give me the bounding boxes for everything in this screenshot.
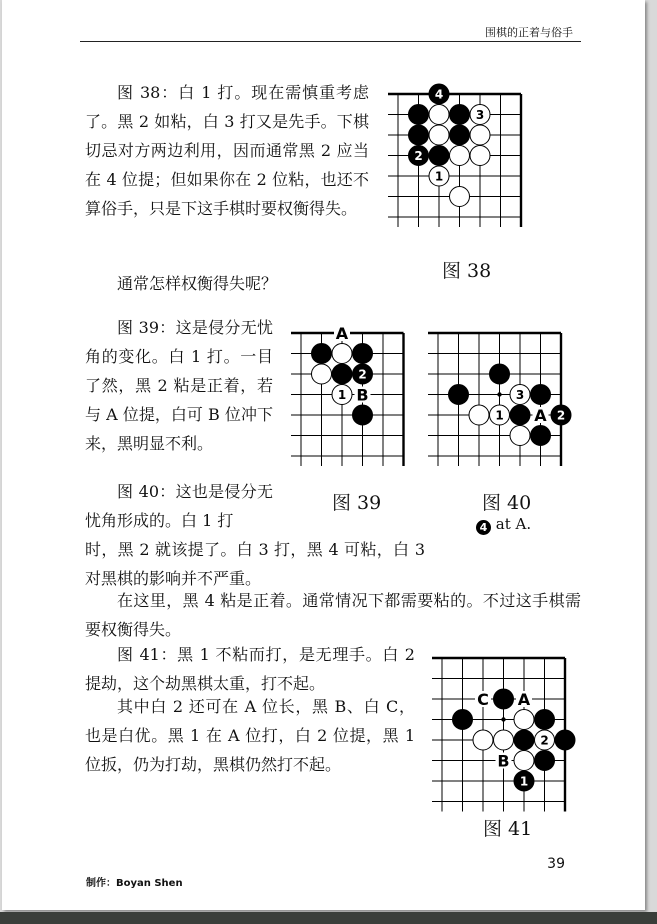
black-stone [429, 146, 449, 166]
black-stone [555, 730, 575, 750]
stone-number-2: 2 [358, 367, 367, 382]
white-stone [473, 730, 493, 750]
go-diagram-fig41 [432, 648, 592, 818]
white-stone [450, 146, 470, 166]
stone-number-2: 2 [414, 149, 423, 163]
white-stone [450, 187, 470, 207]
black-stone [535, 751, 555, 771]
white-stone [332, 344, 352, 364]
stone-number-1: 1 [434, 169, 444, 184]
stone-number-3: 3 [515, 388, 525, 402]
paragraph-fig40-note: 在这里，黑 4 粘是正着。通常情况下都需要粘的。不过这手棋需要权衡得失。 [85, 591, 581, 639]
stone-number-2: 2 [540, 733, 549, 748]
black-stone [409, 105, 429, 125]
go-diagram-fig38 [388, 84, 528, 254]
white-stone [312, 364, 332, 384]
caption-fig40: 图 40 [482, 492, 532, 514]
black-stone [450, 105, 470, 125]
running-title: 围棋的正着与俗手 [485, 26, 573, 39]
white-stone [514, 710, 534, 730]
position-mark-B: B [497, 751, 510, 771]
black-stone [531, 426, 551, 446]
position-mark-C: C [477, 690, 489, 709]
paragraph-fig41: 图 41：黑 1 不粘而打，是无理手。白 2 提劫，这个劫黑棋太重，打不起。 [85, 645, 415, 693]
stone-number-4: 4 [434, 87, 444, 102]
black-stone [535, 710, 555, 730]
caption-fig40-note [476, 515, 531, 535]
black-stone [409, 125, 429, 145]
black-stone [490, 364, 510, 384]
position-mark-A: A [335, 324, 349, 343]
credit-line: 制作：Boyan Shen [86, 878, 183, 889]
caption-fig40-note-text: at A. [495, 515, 532, 533]
white-stone [514, 751, 534, 771]
paragraph-fig40-end: 时，黑 2 就该提了。白 3 打，黑 4 可粘，白 3 对黑棋的影响并不严重。 [85, 540, 425, 588]
stone-number-2: 2 [556, 408, 566, 423]
header-rule [80, 41, 581, 42]
white-stone [429, 125, 449, 145]
go-diagram-fig39 [291, 323, 421, 483]
window-bottom-bar [0, 912, 657, 924]
hoshi-point [501, 717, 505, 721]
black-stone [332, 364, 352, 384]
black-stone [450, 125, 470, 145]
paragraph-fig39: 图 39：这是侵分无忧角的变化。白 1 打。一目了然，黑 2 粘是正着，若与 A 位提，白可 B 位冲下来，黑明显不利。 [85, 318, 273, 453]
stone-number-1: 1 [337, 388, 347, 402]
page-number: 39 [547, 856, 565, 872]
stone-number-1: 1 [519, 774, 529, 789]
paragraph-question: 通常怎样权衡得失呢？ [117, 274, 278, 293]
go-diagram-fig40 [428, 323, 588, 483]
caption-fig38: 图 38 [442, 260, 492, 282]
black-stone [312, 344, 332, 364]
white-stone [510, 426, 530, 446]
black-stone [514, 730, 534, 750]
black-stone [353, 405, 373, 425]
caption-fig39: 图 39 [332, 492, 382, 514]
black-stone [510, 405, 530, 425]
hoshi-point [497, 392, 501, 396]
position-mark-A: A [517, 690, 531, 709]
position-mark-A: A [534, 406, 547, 425]
position-mark-B: B [356, 385, 369, 405]
paragraph-fig40-start: 图 40：这也是侵分无忧角形成的。白 1 打 [85, 482, 273, 530]
stone-number-1: 1 [495, 408, 504, 423]
white-stone [494, 730, 514, 750]
paragraph-fig41-variation: 其中白 2 还可在 A 位长，黑 B、白 C，也是白优。黑 1 在 A 位打，白 2 位提，黑 1 位扳，仍为打劫，黑棋仍然打不起。 [85, 697, 415, 774]
caption-fig41: 图 41 [483, 818, 533, 840]
black-stone [353, 344, 373, 364]
white-stone [470, 125, 490, 145]
book-page [2, 0, 645, 910]
black-stone [494, 689, 514, 709]
paragraph-fig38: 图 38：白 1 打。现在需慎重考虑了。黑 2 如粘，白 3 打又是先手。下棋切忌对方两边利用，因而通常黑 2 应当在 4 位提；但如果你在 2 位粘，也还不算俗手，只是下这手棋时要权衡得失。 [85, 83, 369, 218]
black-stone [449, 385, 469, 405]
black-stone [531, 385, 551, 405]
stone-number-3: 3 [475, 108, 485, 122]
white-stone [470, 146, 490, 166]
black-stone [453, 710, 473, 730]
white-stone [429, 105, 449, 125]
black-stone-4-icon: 4 [476, 520, 491, 535]
white-stone [469, 405, 489, 425]
